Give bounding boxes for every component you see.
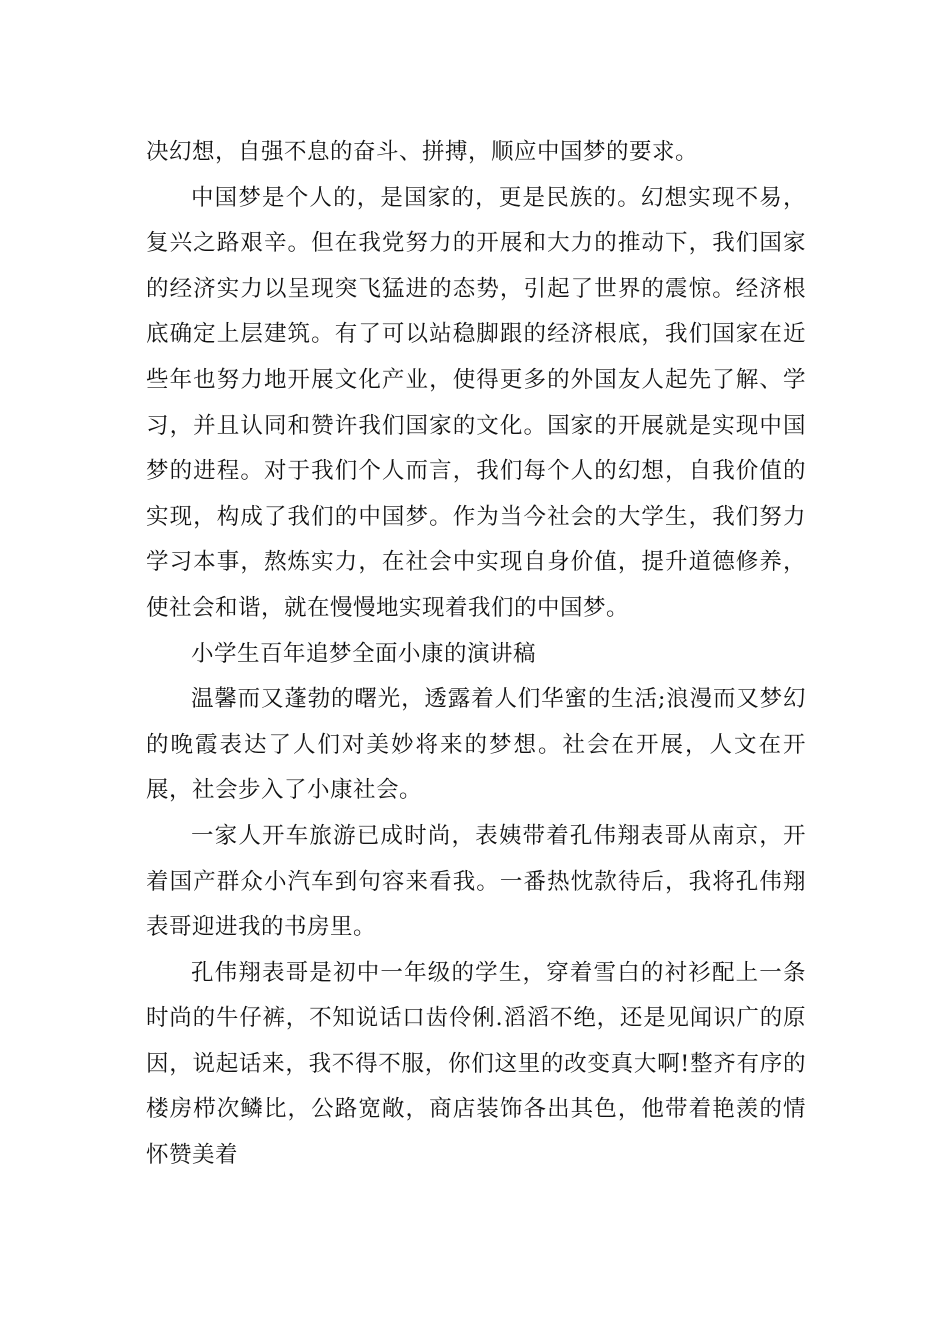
section-heading: 小学生百年追梦全面小康的演讲稿 (191, 640, 537, 667)
document-body (146, 130, 806, 1179)
paragraph: 一家人开车旅游已成时尚，表姨带着孔伟翔表哥从南京，开着国产群众小汽车到句容来看我。一番热忱款待后，我将孔伟翔表哥迎进我的书房里。 (146, 822, 806, 941)
paragraph: 中国梦是个人的，是国家的，更是民族的。幻想实现不易，复兴之路艰辛。但在我党努力的开展和大力的推动下，我们国家的经济实力以呈现突飞猛进的态势，引起了世界的震惊。经济根底确定上层建筑。有了可以站稳脚跟的经济根底，我们国家在近些年也努力地开展文化产业，使得更多的外国友人起先了解、学习，并且认同和赞许我们国家的文化。国家的开展就是实现中国梦的进程。对于我们个人而言，我们每个人的幻想，自我价值的实现，构成了我们的中国梦。作为当今社会的大学生，我们努力学习本事，熬炼实力，在社会中实现自身价值，提升道德修养，使社会和谐，就在慢慢地实现着我们的中国梦。 (146, 184, 806, 621)
paragraph: 决幻想，自强不息的奋斗、拼搏，顺应中国梦的要求。 (146, 139, 699, 165)
paragraph: 孔伟翔表哥是初中一年级的学生，穿着雪白的衬衫配上一条时尚的牛仔裤，不知说话口齿伶俐.滔滔不绝，还是见闻识广的原因，说起话来，我不得不服，你们这里的改变真大啊!整齐有序的楼房栉次鳞比，公路宽敞，商店装饰各出其色，他带着艳羡的情怀赞美着 (146, 959, 806, 1169)
paragraph: 温馨而又蓬勃的曙光，透露着人们华蜜的生活;浪漫而又梦幻的晚霞表达了人们对美妙将来的梦想。社会在开展，人文在开展，社会步入了小康社会。 (146, 686, 806, 804)
